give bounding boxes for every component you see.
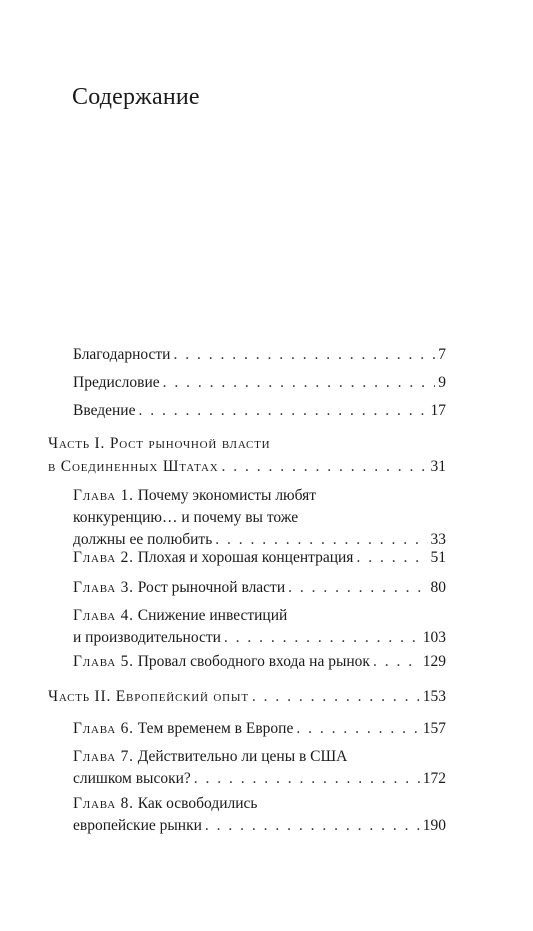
leader-dots bbox=[205, 814, 420, 838]
chapter-prefix: Глава 7. bbox=[73, 748, 134, 765]
chapter-title-line2: конкуренцию… и почему вы тоже bbox=[73, 509, 299, 526]
leader-dots bbox=[173, 343, 435, 367]
leader-dots bbox=[138, 399, 427, 423]
chapter-title-line3: должны ее полюбить bbox=[73, 531, 213, 548]
part-label-line1: Часть I. Рост рыночной власти bbox=[48, 435, 271, 452]
leader-dots bbox=[356, 546, 427, 570]
toc-entry-introduction[interactable] bbox=[73, 399, 446, 423]
part-page: 31 bbox=[430, 458, 446, 475]
page-title: Содержание bbox=[72, 84, 200, 110]
toc-part-1[interactable] bbox=[48, 432, 446, 479]
toc-chapter-2[interactable] bbox=[73, 546, 446, 570]
chapter-title-line1: Рост рыночной власти bbox=[137, 579, 286, 596]
toc-part-2[interactable] bbox=[48, 685, 446, 709]
chapter-prefix: Глава 5. bbox=[73, 653, 134, 670]
toc-chapter-8[interactable] bbox=[73, 792, 446, 838]
leader-dots bbox=[373, 650, 420, 674]
chapter-prefix: Глава 6. bbox=[73, 720, 134, 737]
leader-dots bbox=[288, 576, 427, 600]
part-label-line2: в Соединенных Штатах bbox=[48, 458, 219, 475]
entry-page: 17 bbox=[430, 402, 446, 419]
toc-chapter-7[interactable] bbox=[73, 745, 446, 791]
part-page: 153 bbox=[422, 688, 446, 705]
chapter-title-line2: и производительности bbox=[73, 629, 221, 646]
entry-label: Введение bbox=[73, 402, 136, 419]
chapter-title-line1: Тем временем в Европе bbox=[137, 720, 294, 737]
chapter-title-line1: Снижение инвестиций bbox=[137, 607, 288, 624]
part-label-line1: Часть II. Европейский опыт bbox=[48, 688, 249, 705]
chapter-page: 80 bbox=[430, 579, 446, 596]
entry-page: 9 bbox=[438, 374, 446, 391]
chapter-page: 157 bbox=[422, 720, 446, 737]
entry-page: 7 bbox=[438, 346, 446, 363]
toc-chapter-4[interactable] bbox=[73, 604, 446, 650]
leader-dots bbox=[194, 767, 420, 791]
leader-dots bbox=[296, 717, 419, 741]
chapter-prefix: Глава 3. bbox=[73, 579, 134, 596]
toc-chapter-1[interactable] bbox=[73, 484, 446, 552]
entry-label: Благодарности bbox=[73, 346, 171, 363]
chapter-page: 51 bbox=[430, 549, 446, 566]
toc-entry-preface[interactable] bbox=[73, 371, 446, 395]
chapter-title-line1: Почему экономисты любят bbox=[137, 487, 317, 504]
chapter-title-line1: Провал свободного входа на рынок bbox=[137, 653, 370, 670]
chapter-page: 172 bbox=[422, 770, 446, 787]
chapter-prefix: Глава 8. bbox=[73, 795, 134, 812]
chapter-prefix: Глава 2. bbox=[73, 549, 134, 566]
entry-label: Предисловие bbox=[73, 374, 160, 391]
chapter-page: 33 bbox=[430, 531, 446, 548]
toc-chapter-5[interactable] bbox=[73, 650, 446, 674]
leader-dots bbox=[163, 371, 436, 395]
chapter-prefix: Глава 1. bbox=[73, 487, 134, 504]
leader-dots bbox=[252, 685, 420, 709]
chapter-title-line2: европейские рынки bbox=[73, 817, 202, 834]
chapter-page: 190 bbox=[422, 817, 446, 834]
toc-entry-acknowledgements[interactable] bbox=[73, 343, 446, 367]
chapter-page: 103 bbox=[422, 629, 446, 646]
toc-chapter-3[interactable] bbox=[73, 576, 446, 600]
chapter-prefix: Глава 4. bbox=[73, 607, 134, 624]
leader-dots bbox=[224, 626, 420, 650]
chapter-title-line1: Действительно ли цены в США bbox=[137, 748, 348, 765]
chapter-title-line2: слишком высоки? bbox=[73, 770, 191, 787]
toc-chapter-6[interactable] bbox=[73, 717, 446, 741]
chapter-title-line1: Как освободились bbox=[137, 795, 258, 812]
leader-dots bbox=[221, 455, 427, 479]
chapter-page: 129 bbox=[422, 653, 446, 670]
chapter-title-line1: Плохая и хорошая концентрация bbox=[137, 549, 354, 566]
